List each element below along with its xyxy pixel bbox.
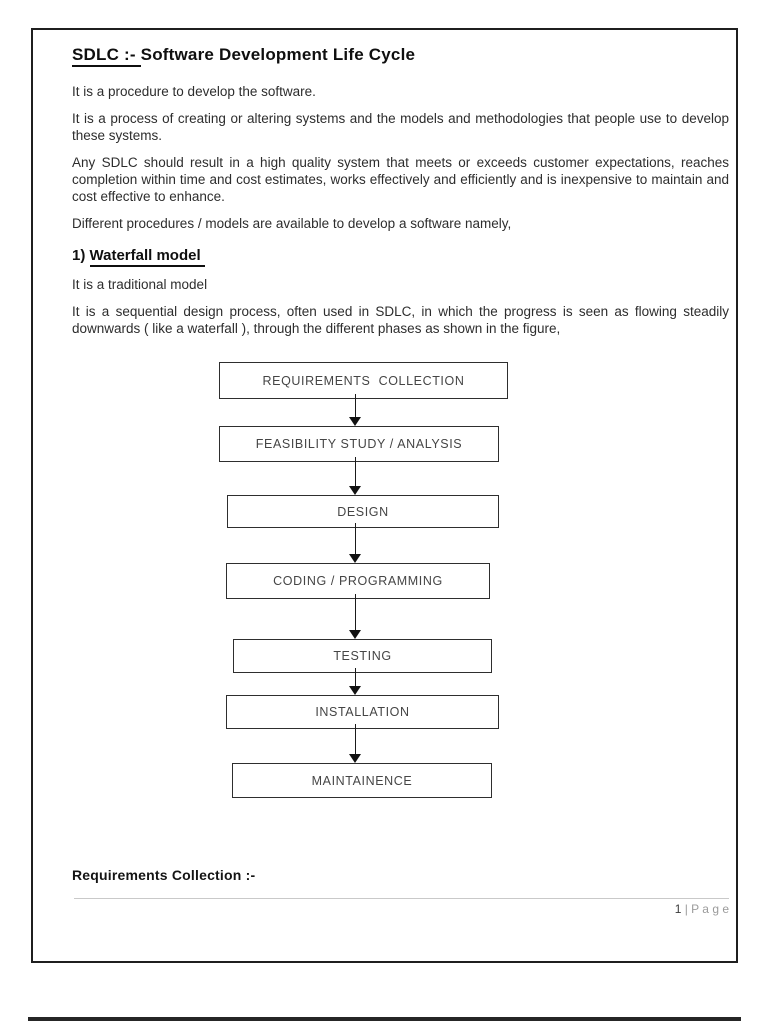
title-underlined-part: SDLC :- — [72, 45, 141, 67]
arrow-down-icon — [349, 417, 361, 426]
flow-step-label: DESIGN — [337, 504, 389, 519]
flow-arrow-line — [355, 523, 356, 554]
paragraph-procedure: It is a procedure to develop the software. — [72, 84, 316, 99]
flow-arrow-line — [355, 724, 356, 754]
flow-step-label: CODING / PROGRAMMING — [273, 574, 443, 588]
flow-step-design — [227, 495, 499, 528]
paragraph-models-available: Different procedures / models are available to develop a software namely, — [72, 216, 512, 231]
flow-step-label: REQUIREMENTS COLLECTION — [262, 373, 465, 388]
section-heading-waterfall — [72, 247, 729, 264]
flow-arrow-line — [355, 594, 356, 630]
paragraph-traditional: It is a traditional model — [72, 277, 208, 292]
paragraph-process: It is a process of creating or altering systems and the models and methodologies that people use to develop these systems. — [72, 111, 729, 143]
section-heading-underlined: Waterfall model — [90, 247, 205, 267]
page-content — [33, 30, 736, 883]
flow-step-coding-programming — [226, 563, 490, 599]
paragraph-quality: Any SDLC should result in a high quality system that meets or exceeds customer expectations, reaches completion within time and cost estimates, works effectively and efficiently and is inexpensive to maintain and cost effective to enhance. — [72, 155, 729, 204]
waterfall-flowchart-diagram — [72, 362, 729, 798]
paragraph-sequential: It is a sequential design process, often used in SDLC, in which the progress is seen as flowing steadily downwards ( like a waterfall ), through the different phases as shown in the figure, — [72, 304, 729, 336]
subsection-heading-requirements: Requirements Collection :- — [72, 867, 256, 883]
flow-step-label: TESTING — [333, 649, 392, 663]
title-rest: Software Development Life Cycle — [140, 45, 416, 64]
page-number: 1 — [674, 902, 685, 916]
flow-step-label: MAINTAINENCE — [311, 773, 413, 788]
document-title — [72, 45, 729, 65]
flow-step-requirements-collection — [219, 362, 508, 399]
arrow-down-icon — [349, 630, 361, 639]
page-footer — [74, 898, 729, 916]
flow-step-installation — [226, 695, 499, 729]
next-page-top-edge — [28, 1017, 741, 1021]
flow-arrow-line — [355, 457, 356, 486]
flow-step-label: INSTALLATION — [315, 705, 410, 719]
arrow-down-icon — [349, 754, 361, 763]
document-page — [31, 28, 738, 963]
arrow-down-icon — [349, 554, 361, 563]
flow-arrow-line — [355, 394, 356, 417]
arrow-down-icon — [349, 486, 361, 495]
flow-step-testing — [233, 639, 492, 673]
arrow-down-icon — [349, 686, 361, 695]
flow-step-label: FEASIBILITY STUDY / ANALYSIS — [255, 437, 463, 451]
page-word-label: | P a g e — [684, 902, 729, 916]
flow-step-feasibility-study — [219, 426, 499, 462]
flow-arrow-line — [355, 668, 356, 686]
section-heading-prefix: 1) — [72, 247, 90, 264]
flow-step-maintainence — [232, 763, 492, 798]
